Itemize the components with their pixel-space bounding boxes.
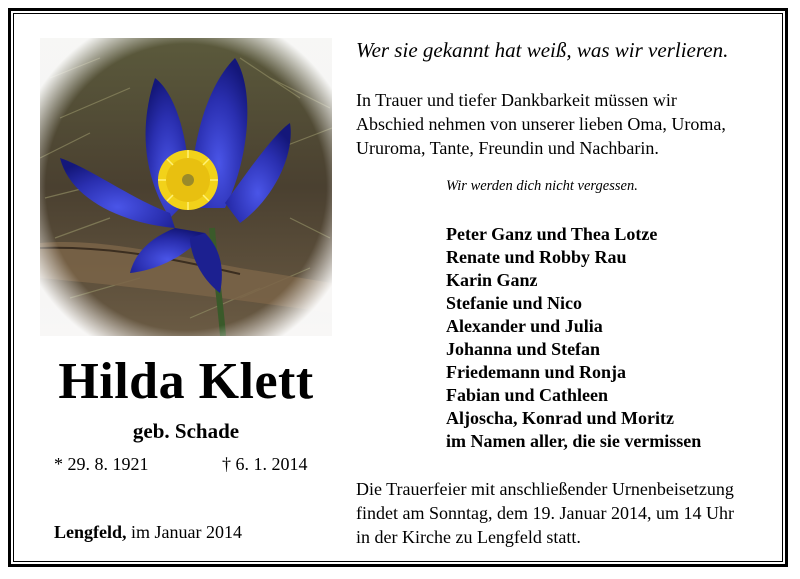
signer: Karin Ganz bbox=[446, 270, 538, 290]
signer: im Namen aller, die sie vermissen bbox=[446, 431, 702, 451]
signers-list bbox=[446, 223, 701, 453]
death-date: † 6. 1. 2014 bbox=[222, 454, 308, 474]
signer: Johanna und Stefan bbox=[446, 339, 601, 359]
maiden-name: geb. Schade bbox=[132, 419, 240, 443]
signer: Friedemann und Ronja bbox=[446, 362, 627, 382]
intro-line: Abschied nehmen von unserer lieben Oma, Uroma, bbox=[356, 114, 726, 134]
funeral-line: findet am Sonntag, dem 19. Januar 2014, um 14 Uhr bbox=[356, 503, 734, 523]
intro-line: In Trauer und tiefer Dankbarkeit müssen wir bbox=[356, 90, 677, 110]
place-and-date bbox=[54, 522, 242, 543]
flower-photo bbox=[40, 38, 332, 336]
signer: Stefanie und Nico bbox=[446, 293, 583, 313]
intro-line: Ururoma, Tante, Freundin und Nachbarin. bbox=[356, 138, 659, 158]
signer: Fabian und Cathleen bbox=[446, 385, 609, 405]
signer: Alexander und Julia bbox=[446, 316, 603, 336]
funeral-line: in der Kirche zu Lengfeld statt. bbox=[356, 527, 581, 547]
funeral-line: Die Trauerfeier mit anschließender Urnenbeisetzung bbox=[356, 479, 734, 499]
quote: Wer sie gekannt hat weiß, was wir verlieren. bbox=[356, 38, 729, 62]
signer: Peter Ganz und Thea Lotze bbox=[446, 224, 658, 244]
signer: Aljoscha, Konrad und Moritz bbox=[446, 408, 675, 428]
place-name: Lengfeld, bbox=[54, 522, 127, 542]
deceased-name: Hilda Klett bbox=[58, 353, 314, 410]
forget-line: Wir werden dich nicht vergessen. bbox=[446, 178, 638, 194]
notice-date: im Januar 2014 bbox=[126, 522, 242, 542]
birth-date: * 29. 8. 1921 bbox=[54, 454, 149, 474]
signer: Renate und Robby Rau bbox=[446, 247, 627, 267]
intro-text bbox=[356, 88, 766, 160]
funeral-info bbox=[356, 477, 776, 549]
